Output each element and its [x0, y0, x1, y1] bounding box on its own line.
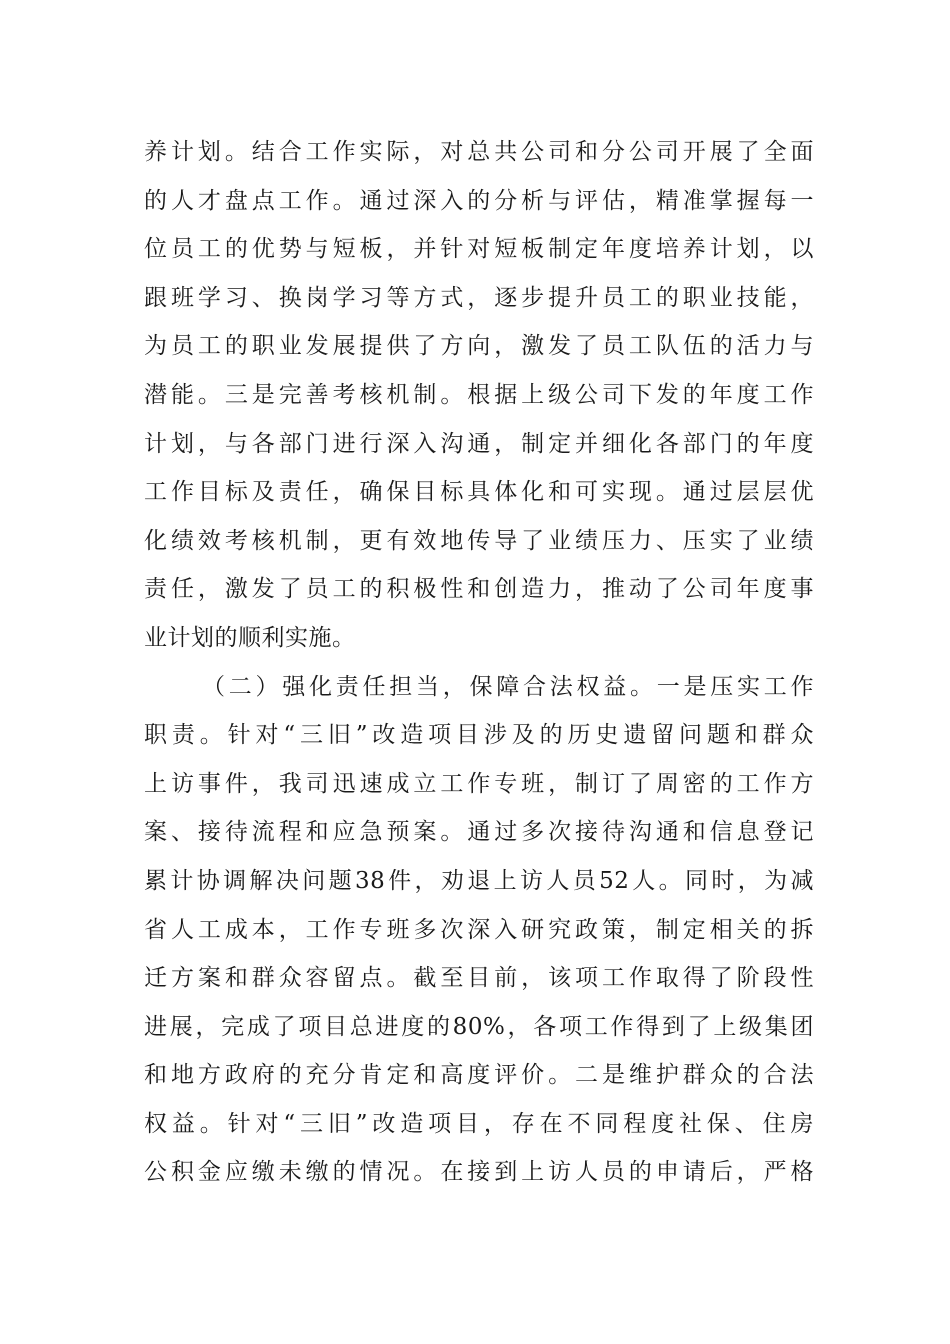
text-line: 省人工成本，工作专班多次深入研究政策，制定相关的拆: [144, 916, 814, 943]
text-line: 和地方政府的充分肯定和高度评价。二是维护群众的合法: [144, 1062, 814, 1089]
text-line: 权益。针对“三旧”改造项目，存在不同程度社保、住房: [144, 1110, 814, 1137]
document-body: [144, 128, 814, 1197]
text-line: 养计划。结合工作实际，对总共公司和分公司开展了全面: [144, 139, 814, 165]
text-line: 累计协调解决问题38件，劝退上访人员52人。同时，为减: [144, 867, 814, 894]
text-line: 职责。针对“三旧”改造项目涉及的历史遗留问题和群众: [144, 722, 814, 749]
text-line: 的人才盘点工作。通过深入的分析与评估，精准掌握每一: [144, 187, 814, 214]
text-line: 跟班学习、换岗学习等方式，逐步提升员工的职业技能，: [144, 284, 814, 311]
text-line: 为员工的职业发展提供了方向，激发了员工队伍的活力与: [144, 333, 814, 360]
text-line: 计划，与各部门进行深入沟通，制定并细化各部门的年度: [144, 430, 814, 457]
text-line: 潜能。三是完善考核机制。根据上级公司下发的年度工作: [144, 381, 814, 408]
text-line: 进展，完成了项目总进度的80%，各项工作得到了上级集团: [144, 1013, 814, 1040]
text-line: 责任，激发了员工的积极性和创造力，推动了公司年度事: [144, 576, 814, 603]
section-heading-line: （二）强化责任担当，保障合法权益。一是压实工作: [202, 673, 814, 700]
text-line: 工作目标及责任，确保目标具体化和可实现。通过层层优: [144, 479, 814, 506]
text-line: 公积金应缴未缴的情况。在接到上访人员的申请后，严格: [144, 1159, 814, 1186]
text-line: 业计划的顺利实施。: [144, 624, 356, 651]
text-line: 位员工的优势与短板，并针对短板制定年度培养计划，以: [144, 236, 814, 263]
text-line: 化绩效考核机制，更有效地传导了业绩压力、压实了业绩: [144, 527, 814, 554]
text-line: 迁方案和群众容留点。截至目前，该项工作取得了阶段性: [144, 965, 814, 992]
text-line: 案、接待流程和应急预案。通过多次接待沟通和信息登记: [144, 819, 814, 846]
text-line: 上访事件，我司迅速成立工作专班，制订了周密的工作方: [144, 770, 814, 797]
